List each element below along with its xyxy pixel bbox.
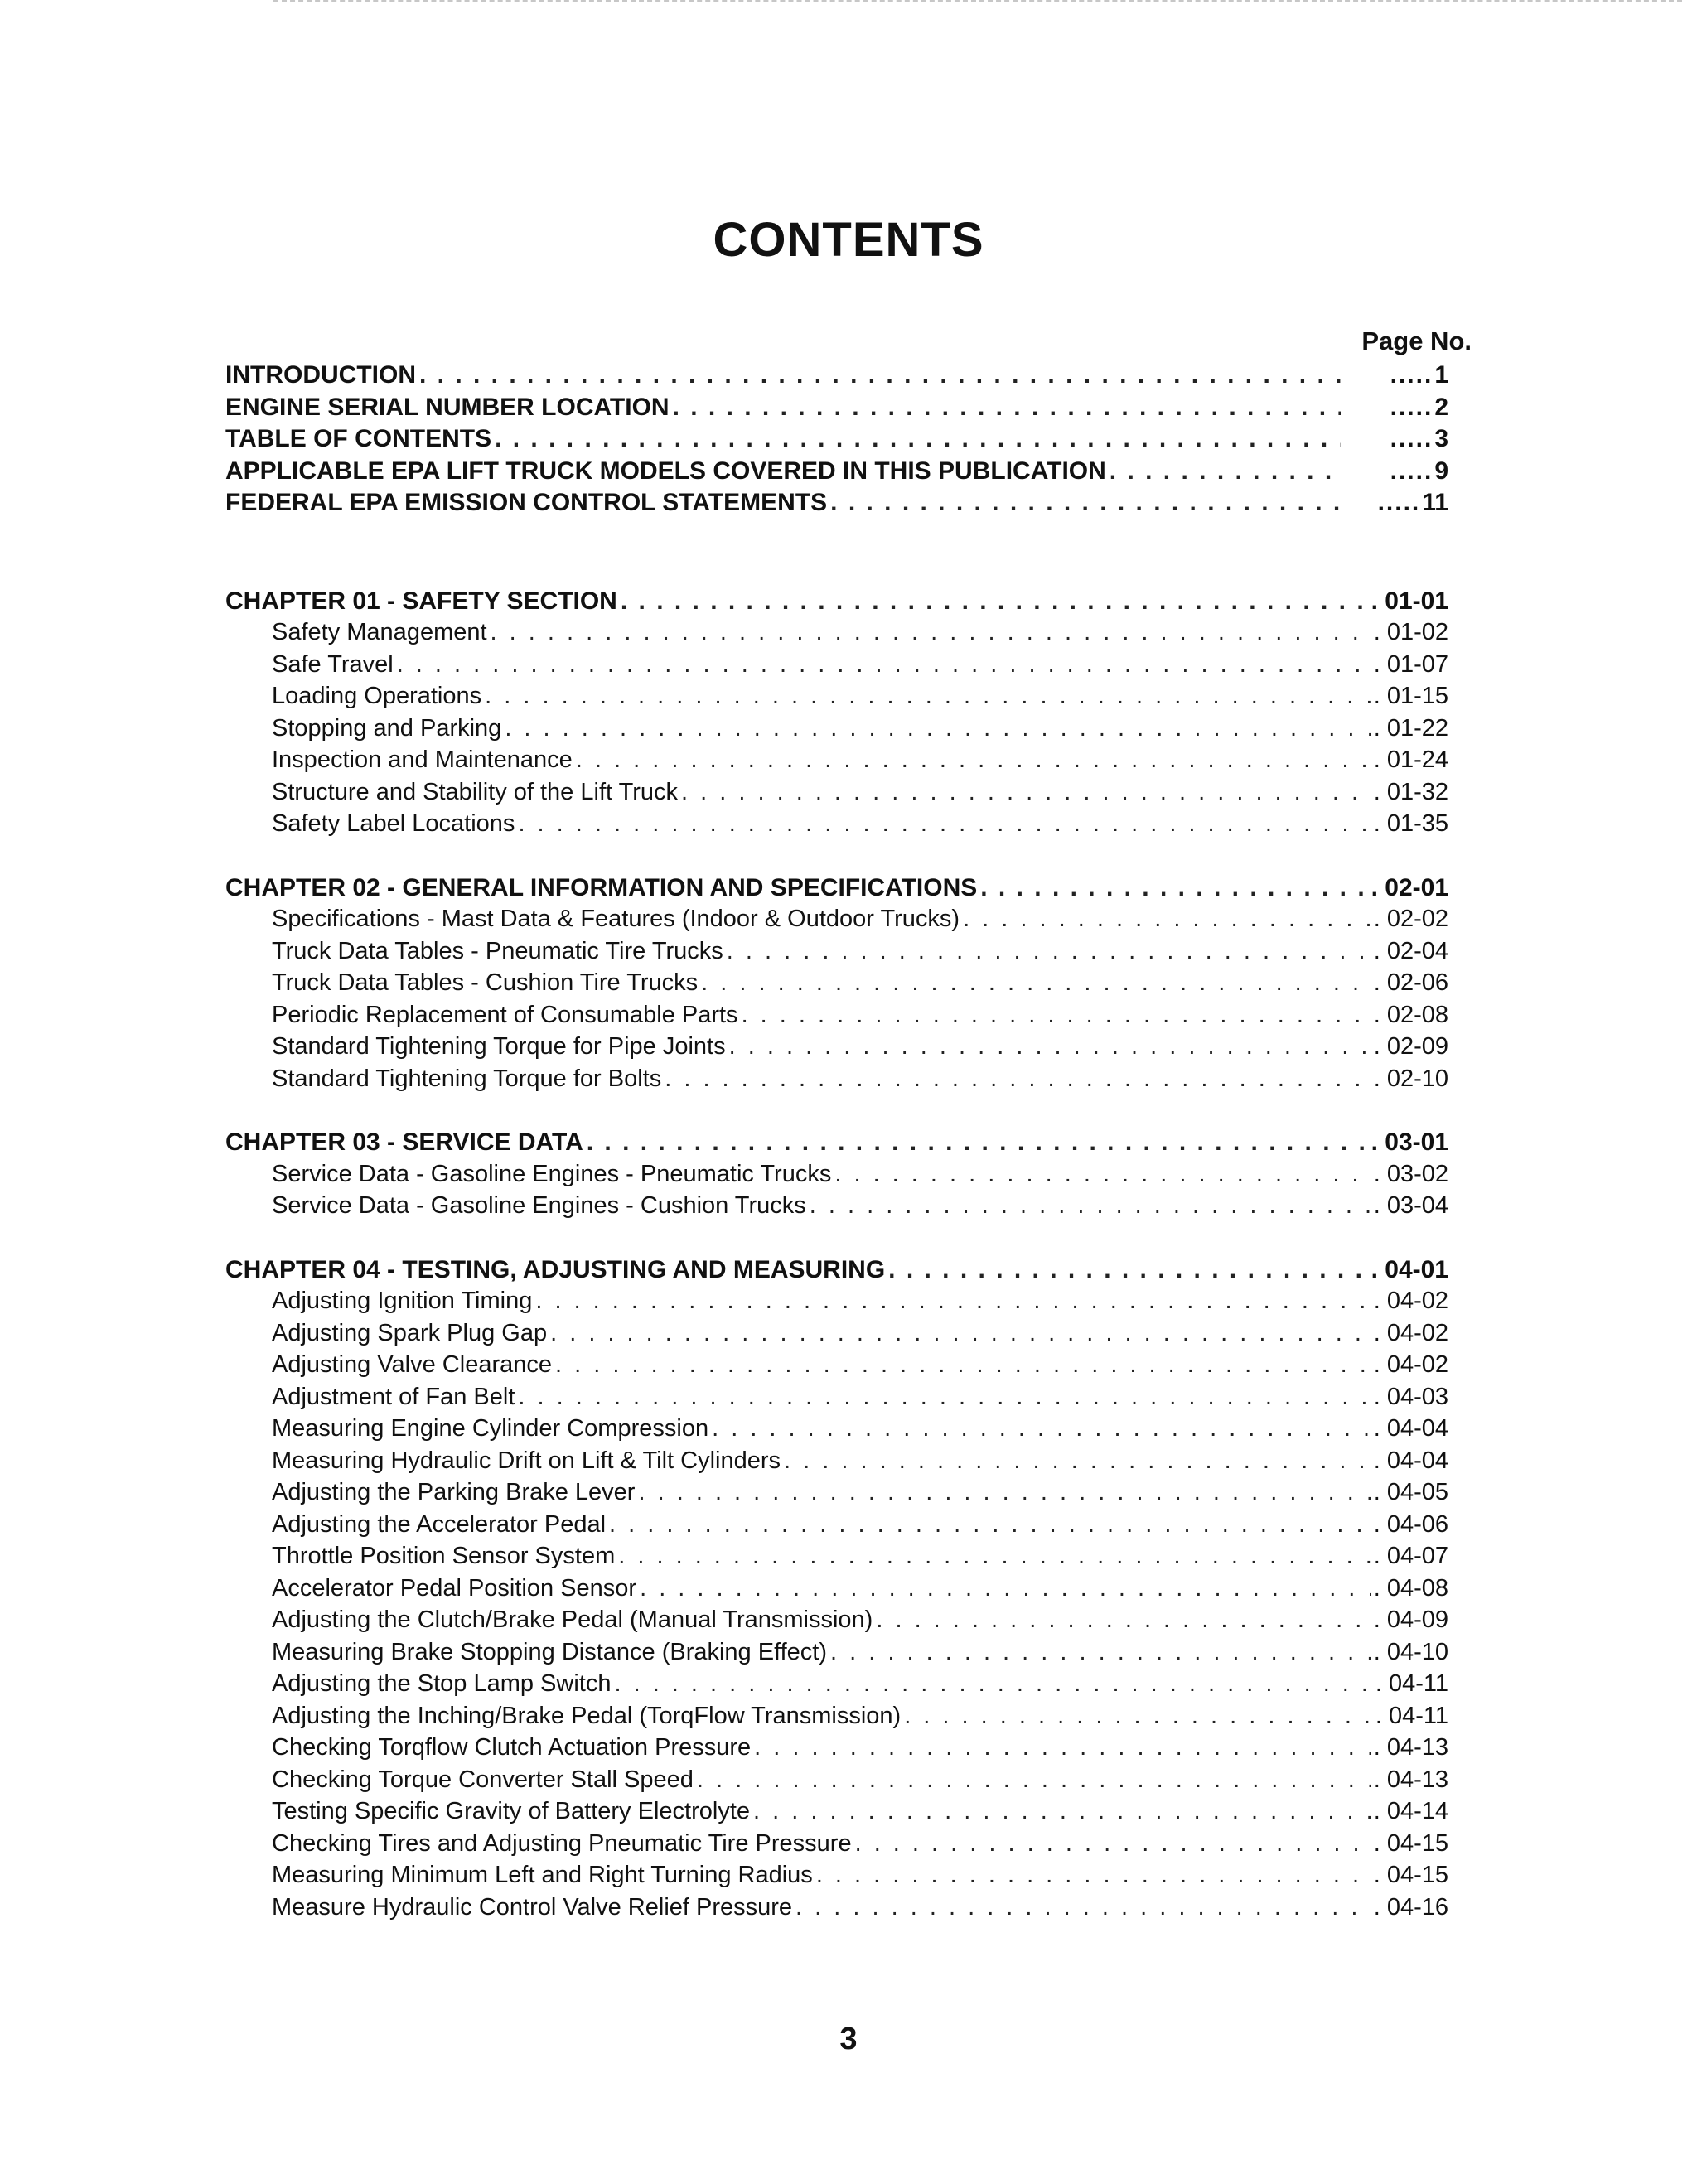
entry-page-number: . 02-06: [1374, 969, 1448, 997]
toc-entry-prelim[interactable]: [225, 361, 1448, 394]
entry-page-number: . 04-13: [1374, 1766, 1448, 1794]
dot-leader: [505, 715, 1370, 742]
entry-page-number: . 02-09: [1374, 1033, 1448, 1061]
entry-page-number: . 04-15: [1374, 1862, 1448, 1889]
chapter-group: [225, 1256, 1448, 1926]
dot-leader: [640, 1575, 1371, 1602]
entry-label: FEDERAL EPA EMISSION CONTROL STATEMENTS: [225, 489, 828, 516]
entry-page-number: . 02-04: [1374, 938, 1448, 965]
entry-page-number: . 04-16: [1374, 1894, 1448, 1921]
toc-entry[interactable]: [225, 1862, 1448, 1894]
entry-page-number: . 03-04: [1374, 1192, 1448, 1220]
entry-label: Measuring Brake Stopping Distance (Braking Effect): [272, 1638, 828, 1665]
entry-page-number: . 02-01: [1371, 874, 1448, 902]
entry-label: Adjusting Ignition Timing: [272, 1288, 533, 1314]
entry-page-number: . 02-10: [1374, 1065, 1448, 1093]
toc-entry[interactable]: [225, 1161, 1448, 1193]
toc-entry[interactable]: [225, 906, 1448, 938]
entry-label: Adjusting the Accelerator Pedal: [272, 1510, 607, 1538]
entry-page-number: . 04-15: [1374, 1830, 1448, 1858]
toc-entry[interactable]: [225, 1447, 1448, 1480]
toc-entry-prelim[interactable]: [225, 425, 1448, 457]
entry-label: CHAPTER 03 - SERVICE DATA: [225, 1128, 583, 1156]
entry-label: Service Data - Gasoline Engines - Cushion Trucks: [272, 1192, 806, 1219]
footer-page-number: 3: [839, 2022, 858, 2056]
dot-leader: [855, 1830, 1371, 1858]
entry-label: Standard Tightening Torque for Bolts: [272, 1065, 662, 1092]
entry-page-number: . 04-07: [1374, 1543, 1448, 1570]
entry-label: Adjusting the Inching/Brake Pedal (TorqFlow Transmission): [272, 1702, 902, 1729]
entry-page-number: . 04-03: [1374, 1384, 1448, 1411]
entry-label: Periodic Replacement of Consumable Parts: [272, 1001, 738, 1028]
toc-entry[interactable]: [225, 1351, 1448, 1384]
dot-leader: [681, 779, 1371, 806]
entry-label: Adjustment of Fan Belt: [272, 1383, 515, 1410]
entry-label: Safety Management: [272, 619, 487, 645]
entry-page-number: ..... 3: [1344, 425, 1448, 453]
dot-leader: [621, 587, 1368, 616]
page-number-column-header: Page No.: [1361, 326, 1472, 355]
entry-page-number: . 04-13: [1374, 1734, 1448, 1761]
dot-leader: [795, 1894, 1371, 1921]
entry-page-number: . 04-04: [1374, 1447, 1448, 1475]
toc-entry[interactable]: [225, 1575, 1448, 1607]
entry-page-number: . 02-08: [1374, 1002, 1448, 1029]
entry-label: APPLICABLE EPA LIFT TRUCK MODELS COVERED IN THIS PUBLICATION: [225, 457, 1106, 485]
dot-leader: [830, 489, 1341, 517]
entry-label: Measuring Hydraulic Drift on Lift & Tilt Cylinders: [272, 1447, 781, 1474]
dot-leader: [550, 1320, 1371, 1347]
dot-leader: [830, 1639, 1371, 1666]
entry-page-number: . 01-32: [1374, 779, 1448, 806]
toc-entry[interactable]: [225, 969, 1448, 1002]
dot-leader: [697, 1766, 1371, 1794]
toc-entry[interactable]: [225, 651, 1448, 684]
entry-label: CHAPTER 04 - TESTING, ADJUSTING AND MEASURING: [225, 1255, 886, 1283]
scan-artifact-line: [273, 0, 1682, 3]
toc-entry[interactable]: [225, 715, 1448, 747]
entry-page-number: ..... 11: [1344, 489, 1448, 517]
entry-label: Testing Specific Gravity of Battery Electrolyte: [272, 1798, 750, 1824]
toc-entry-prelim[interactable]: [225, 457, 1448, 490]
toc-entry[interactable]: [225, 1511, 1448, 1544]
entry-label: Loading Operations: [272, 683, 482, 709]
dot-leader: [638, 1479, 1370, 1506]
entry-label: Adjusting the Parking Brake Lever: [272, 1479, 636, 1505]
dot-leader: [753, 1798, 1371, 1825]
dot-leader: [729, 1033, 1371, 1061]
dot-leader: [727, 938, 1371, 965]
entry-page-number: . 02-02: [1374, 906, 1448, 933]
dot-leader: [614, 1670, 1371, 1698]
entry-label: Checking Tires and Adjusting Pneumatic Tire Pressure: [272, 1829, 852, 1857]
entry-page-number: . 01-24: [1374, 747, 1448, 774]
entry-page-number: . 01-22: [1374, 715, 1448, 742]
chapter-heading[interactable]: [225, 874, 1448, 906]
entry-page-number: . 04-02: [1374, 1288, 1448, 1315]
entry-label: Measuring Minimum Left and Right Turning Radius: [272, 1862, 813, 1888]
entry-page-number: . 04-05: [1374, 1479, 1448, 1506]
toc-entry[interactable]: [225, 1734, 1448, 1766]
dot-leader: [518, 1384, 1370, 1411]
entry-label: Safe Travel: [272, 650, 394, 678]
entry-page-number: . 04-11: [1375, 1670, 1448, 1698]
dot-leader: [1110, 457, 1341, 486]
table-of-contents: [225, 361, 1448, 1957]
toc-entry[interactable]: [225, 619, 1448, 651]
entry-label: Adjusting Spark Plug Gap: [272, 1319, 548, 1346]
entry-page-number: . 01-02: [1374, 619, 1448, 646]
entry-page-number: . 04-08: [1374, 1575, 1448, 1602]
entry-page-number: . 04-01: [1371, 1256, 1448, 1284]
entry-label: Adjusting the Clutch/Brake Pedal (Manual Transmission): [272, 1607, 873, 1633]
dot-leader: [491, 619, 1371, 646]
entry-page-number: . 03-02: [1374, 1161, 1448, 1188]
entry-label: CHAPTER 01 - SAFETY SECTION: [225, 587, 617, 615]
entry-page-number: . 04-04: [1374, 1415, 1448, 1442]
entry-label: Structure and Stability of the Lift Truck: [272, 778, 679, 805]
entry-label: Service Data - Gasoline Engines - Pneumatic Trucks: [272, 1160, 832, 1187]
toc-entry[interactable]: [225, 1766, 1448, 1799]
toc-entry[interactable]: [225, 1670, 1448, 1703]
entry-page-number: . 04-10: [1374, 1639, 1448, 1666]
entry-label: Accelerator Pedal Position Sensor: [272, 1574, 637, 1602]
entry-label: CHAPTER 02 - GENERAL INFORMATION AND SPECIFICATIONS: [225, 873, 978, 901]
prelim-entries: [225, 361, 1448, 521]
entry-label: Adjusting Valve Clearance: [272, 1351, 552, 1378]
entry-page-number: . 04-02: [1374, 1351, 1448, 1379]
entry-page-number: . 01-01: [1371, 587, 1448, 616]
toc-entry[interactable]: [225, 1543, 1448, 1575]
chapter-group: [225, 874, 1448, 1098]
entry-label: Adjusting the Stop Lamp Switch: [272, 1670, 612, 1697]
dot-leader: [397, 651, 1371, 679]
toc-entry[interactable]: [225, 779, 1448, 811]
entry-page-number: . 04-02: [1374, 1320, 1448, 1347]
entry-label: Safety Label Locations: [272, 810, 515, 837]
dot-leader: [980, 874, 1367, 902]
entry-page-number: ..... 1: [1344, 361, 1448, 389]
entry-label: TABLE OF CONTENTS: [225, 425, 492, 452]
entry-page-number: . 01-35: [1374, 810, 1448, 838]
entry-label: Throttle Position Sensor System: [272, 1543, 616, 1569]
toc-entry[interactable]: [225, 1798, 1448, 1830]
toc-entry[interactable]: [225, 1320, 1448, 1352]
entry-page-number: . 04-11: [1375, 1703, 1448, 1730]
toc-entry[interactable]: [225, 1065, 1448, 1098]
dot-leader: [701, 969, 1371, 997]
toc-entry[interactable]: [225, 938, 1448, 970]
toc-entry[interactable]: [225, 1479, 1448, 1511]
chapter-group: [225, 1128, 1448, 1225]
toc-entry[interactable]: [225, 683, 1448, 715]
entry-label: Checking Torque Converter Stall Speed: [272, 1766, 694, 1793]
entry-label: INTRODUCTION: [225, 361, 416, 389]
chapter-list: [225, 587, 1448, 1926]
dot-leader: [419, 361, 1341, 389]
entry-label: Standard Tightening Torque for Pipe Joints: [272, 1033, 726, 1060]
dot-leader: [754, 1734, 1371, 1761]
toc-entry[interactable]: [225, 1288, 1448, 1320]
dot-leader: [876, 1607, 1370, 1634]
dot-leader: [485, 683, 1371, 710]
dot-leader: [904, 1703, 1372, 1730]
entry-page-number: . 01-15: [1374, 683, 1448, 710]
toc-entry[interactable]: [225, 1703, 1448, 1735]
toc-entry[interactable]: [225, 1384, 1448, 1416]
dot-leader: [888, 1256, 1367, 1284]
dot-leader: [665, 1065, 1370, 1093]
chapter-heading[interactable]: [225, 587, 1448, 620]
entry-label: Stopping and Parking: [272, 714, 502, 742]
toc-entry-prelim[interactable]: [225, 489, 1448, 521]
dot-leader: [742, 1002, 1371, 1029]
dot-leader: [810, 1192, 1371, 1220]
toc-entry[interactable]: [225, 1830, 1448, 1863]
entry-page-number: . 04-14: [1374, 1798, 1448, 1825]
dot-leader: [834, 1161, 1370, 1188]
toc-entry[interactable]: [225, 1607, 1448, 1639]
entry-label: Specifications - Mast Data & Features (Indoor & Outdoor Trucks): [272, 906, 960, 932]
entry-label: Checking Torqflow Clutch Actuation Pressure: [272, 1734, 752, 1761]
dot-leader: [618, 1543, 1370, 1570]
toc-entry[interactable]: [225, 1415, 1448, 1447]
entry-page-number: . 01-07: [1374, 651, 1448, 679]
entry-label: Measuring Engine Cylinder Compression: [272, 1415, 709, 1442]
entry-page-number: ..... 9: [1344, 457, 1448, 486]
dot-leader: [963, 906, 1371, 933]
toc-entry-prelim[interactable]: [225, 394, 1448, 426]
entry-label: Truck Data Tables - Pneumatic Tire Trucks: [272, 937, 723, 964]
entry-page-number: . 03-01: [1371, 1128, 1448, 1157]
toc-entry[interactable]: [225, 1639, 1448, 1671]
entry-page-number: . 04-09: [1374, 1607, 1448, 1634]
toc-entry[interactable]: [225, 810, 1448, 843]
toc-entry[interactable]: [225, 1033, 1448, 1065]
toc-entry[interactable]: [225, 747, 1448, 779]
toc-entry[interactable]: [225, 1894, 1448, 1926]
chapter-heading[interactable]: [225, 1128, 1448, 1161]
dot-leader: [495, 425, 1341, 453]
dot-leader: [784, 1447, 1371, 1475]
dot-leader: [609, 1511, 1371, 1539]
dot-leader: [576, 747, 1371, 774]
dot-leader: [587, 1128, 1368, 1157]
toc-entry[interactable]: [225, 1002, 1448, 1034]
toc-entry[interactable]: [225, 1192, 1448, 1225]
dot-leader: [555, 1351, 1371, 1379]
entry-label: Truck Data Tables - Cushion Tire Trucks: [272, 969, 699, 996]
entry-label: Measure Hydraulic Control Valve Relief Pressure: [272, 1893, 793, 1921]
dot-leader: [673, 394, 1341, 422]
chapter-heading[interactable]: [225, 1256, 1448, 1288]
dot-leader: [712, 1415, 1371, 1442]
chapter-group: [225, 587, 1448, 843]
entry-page-number: ..... 2: [1344, 394, 1448, 422]
entry-label: ENGINE SERIAL NUMBER LOCATION: [225, 393, 670, 421]
entry-page-number: . 04-06: [1374, 1511, 1448, 1539]
dot-leader: [816, 1862, 1371, 1889]
entry-label: Inspection and Maintenance: [272, 747, 573, 773]
dot-leader: [535, 1288, 1370, 1315]
page-title: CONTENTS: [713, 213, 984, 267]
dot-leader: [518, 810, 1370, 838]
